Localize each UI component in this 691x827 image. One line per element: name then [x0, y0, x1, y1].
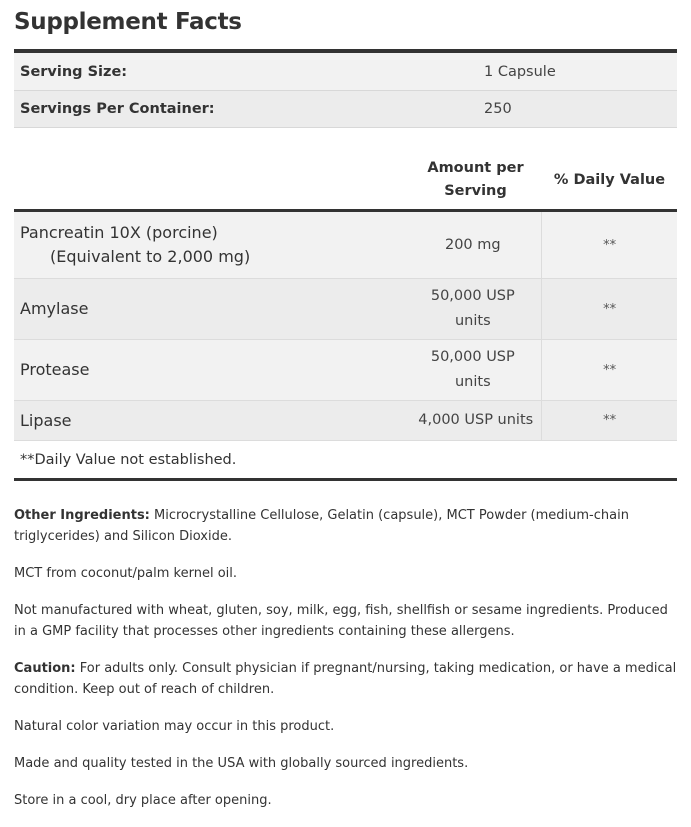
- serving-size-row: [14, 53, 677, 91]
- amount-per-serving-header: [409, 150, 542, 209]
- table-row: [14, 279, 677, 340]
- amount-header-line2: Serving: [444, 182, 507, 199]
- serving-size-label: Serving Size:: [20, 63, 128, 80]
- ingredient-name: Protease: [20, 360, 90, 379]
- ingredient-amount: 50,000 USP: [430, 288, 515, 304]
- table-row: [14, 212, 677, 279]
- facts-table-body: [14, 212, 677, 441]
- color-variation-note: Natural color variation may occur in this product.: [14, 719, 335, 734]
- allergen-statement: Not manufactured with wheat, gluten, soy, milk, egg, fish, shellfish or sesame ingredients. Produced in a GMP facility that processes other ingredients containing these allergens.: [14, 603, 668, 639]
- table-row: [14, 340, 677, 401]
- page-title: Supplement Facts: [14, 9, 242, 35]
- daily-value-footnote: **Daily Value not established.: [14, 441, 677, 481]
- other-ingredients: [14, 505, 679, 547]
- mct-source: MCT from coconut/palm kernel oil.: [14, 566, 238, 581]
- servings-per-container-row: [14, 91, 677, 128]
- caution-statement: [14, 658, 679, 700]
- ingredient-name: Pancreatin 10X (porcine): [20, 223, 218, 242]
- ingredient-dv: **: [541, 340, 677, 400]
- daily-value-header: % Daily Value: [553, 171, 666, 188]
- ingredient-amount: 4,000 USP units: [418, 412, 534, 428]
- ingredient-dv: **: [541, 212, 677, 278]
- table-row: [14, 401, 677, 441]
- ingredient-amount: 50,000 USP: [430, 349, 515, 365]
- made-in-note: Made and quality tested in the USA with globally sourced ingredients.: [14, 756, 469, 771]
- servings-per-container-label: Servings Per Container:: [20, 101, 215, 117]
- serving-info-table: [14, 49, 677, 128]
- ingredient-amount-unit: units: [454, 374, 491, 390]
- ingredient-name: Lipase: [20, 410, 72, 430]
- storage-note: Store in a cool, dry place after opening.: [14, 793, 272, 808]
- ingredient-dv: **: [541, 279, 677, 339]
- header-spacer: [14, 150, 409, 209]
- other-ingredients-text: Microcrystalline Cellulose, Gelatin (capsule), MCT Powder (medium-chain triglycerides) and Silicon Dioxide.: [14, 508, 629, 544]
- caution-text: For adults only. Consult physician if pregnant/nursing, taking medication, or have a medical condition. Keep out of reach of children.: [14, 661, 677, 697]
- serving-size-value: 1 Capsule: [484, 63, 556, 80]
- facts-table-header: [14, 150, 677, 212]
- other-ingredients-label: Other Ingredients:: [14, 508, 150, 523]
- ingredient-amount-unit: units: [454, 313, 491, 329]
- ingredient-dv: **: [541, 401, 677, 440]
- servings-per-container-value: 250: [484, 101, 512, 117]
- ingredient-sub: (Equivalent to 2,000 mg): [50, 247, 251, 266]
- ingredient-name: Amylase: [20, 299, 89, 318]
- product-notes: [14, 505, 679, 827]
- caution-label: Caution:: [14, 661, 76, 676]
- ingredient-amount: 200 mg: [444, 236, 501, 253]
- amount-header-line1: Amount per: [427, 159, 524, 176]
